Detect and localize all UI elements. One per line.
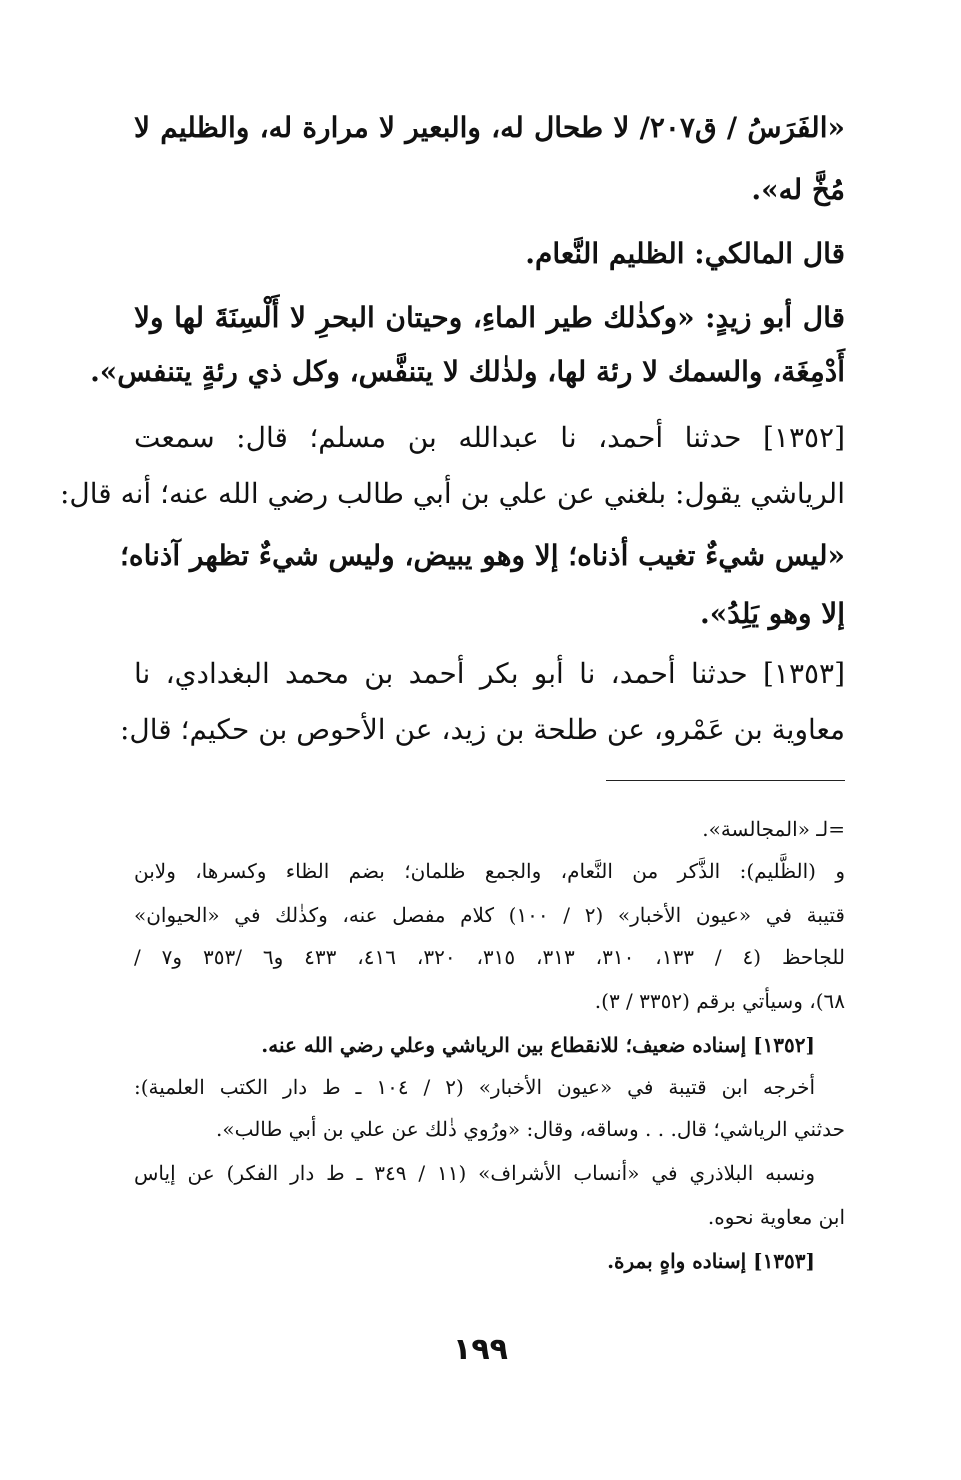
footnote-line: للجاحظ (٤ / ١٣٣، ٣١٠، ٣١٣، ٣١٥، ٣٢٠، ٤١٦، ٤٣٣ و٦ /٣٥٣ و٧ / bbox=[134, 945, 846, 969]
main-text-line: إلا وهو يَلِدُ». bbox=[699, 597, 845, 630]
main-text-line: [١٣٥٣] حدثنا أحمد، نا أبو بكر أحمد بن محمد البغدادي، نا bbox=[134, 657, 845, 690]
footnote-line: =لـ «المجالسة». bbox=[702, 817, 845, 841]
footnote-line: و (الظَّليم): الذَّكر من النَّعام، والجمع ظلمان؛ بضم الظاء وكسرها، ولابن bbox=[134, 859, 845, 883]
footnote-line: ونسبه البلاذري في «أنساب الأشراف» (١١ / ٣٤٩ ـ ط دار الفكر) عن إياس bbox=[134, 1161, 815, 1185]
main-text-line: الرياشي يقول: بلغني عن علي بن أبي طالب رضي الله عنه؛ أنه قال: bbox=[59, 477, 845, 510]
main-text-line: معاوية بن عَمْرو، عن طلحة بن زيد، عن الأحوص بن حكيم؛ قال: bbox=[119, 713, 845, 746]
footnote-separator bbox=[606, 780, 845, 781]
main-text-line: أَدْمِغَة، والسمك لا رئة لها، ولذٰلك لا يتنفَّس، وكل ذي رئةٍ يتنفس». bbox=[90, 355, 845, 388]
footnote-line: حدثني الرياشي؛ قال. . . وساقه، وقال: «ورُوي ذٰلك عن علي بن أبي طالب». bbox=[215, 1117, 845, 1141]
main-text-line: قال المالكي: الظليم النَّعام. bbox=[525, 237, 845, 270]
footnote-line: [١٣٥٣] إسناده واهٍ بمرة. bbox=[607, 1249, 815, 1273]
footnote-line: أخرجه ابن قتيبة في «عيون الأخبار» (٢ / ١٠٤ ـ ط دار الكتب العلمية): bbox=[134, 1075, 815, 1099]
main-text-line: مُخَّ له». bbox=[751, 173, 845, 206]
main-text-line: [١٣٥٢] حدثنا أحمد، نا عبدالله بن مسلم؛ قال: سمعت bbox=[134, 421, 845, 454]
footnote-line: ٦٨)، وسيأتي برقم (٣٣٥٢ / ٣). bbox=[594, 989, 845, 1013]
main-text-line: قال أبو زيدٍ: «وكذٰلك طير الماءِ، وحيتان البحرِ لا أَلْسِنَةَ لها ولا bbox=[134, 301, 845, 334]
footnote-line: قتيبة في «عيون الأخبار» (٢ / ١٠٠) كلام مفصل عنه، وكذٰلك في «الحيوان» bbox=[134, 903, 845, 927]
footnote-line: ابن معاوية نحوه. bbox=[707, 1205, 845, 1229]
main-text-line: «الفَرَسُ / ق٢٠٧/ لا طحال له، والبعير لا مرارة له، والظليم لا bbox=[134, 111, 845, 144]
footnote-line: [١٣٥٢] إسناده ضعيف؛ للانقطاع بين الرياشي وعلي رضي الله عنه. bbox=[261, 1033, 815, 1057]
main-text-line: «ليس شيءٌ تغيب أذناه؛ إلا وهو يبيض، وليس شيءٌ تظهر آذناه؛ bbox=[120, 539, 845, 572]
page-number: ١٩٩ bbox=[453, 1332, 508, 1367]
